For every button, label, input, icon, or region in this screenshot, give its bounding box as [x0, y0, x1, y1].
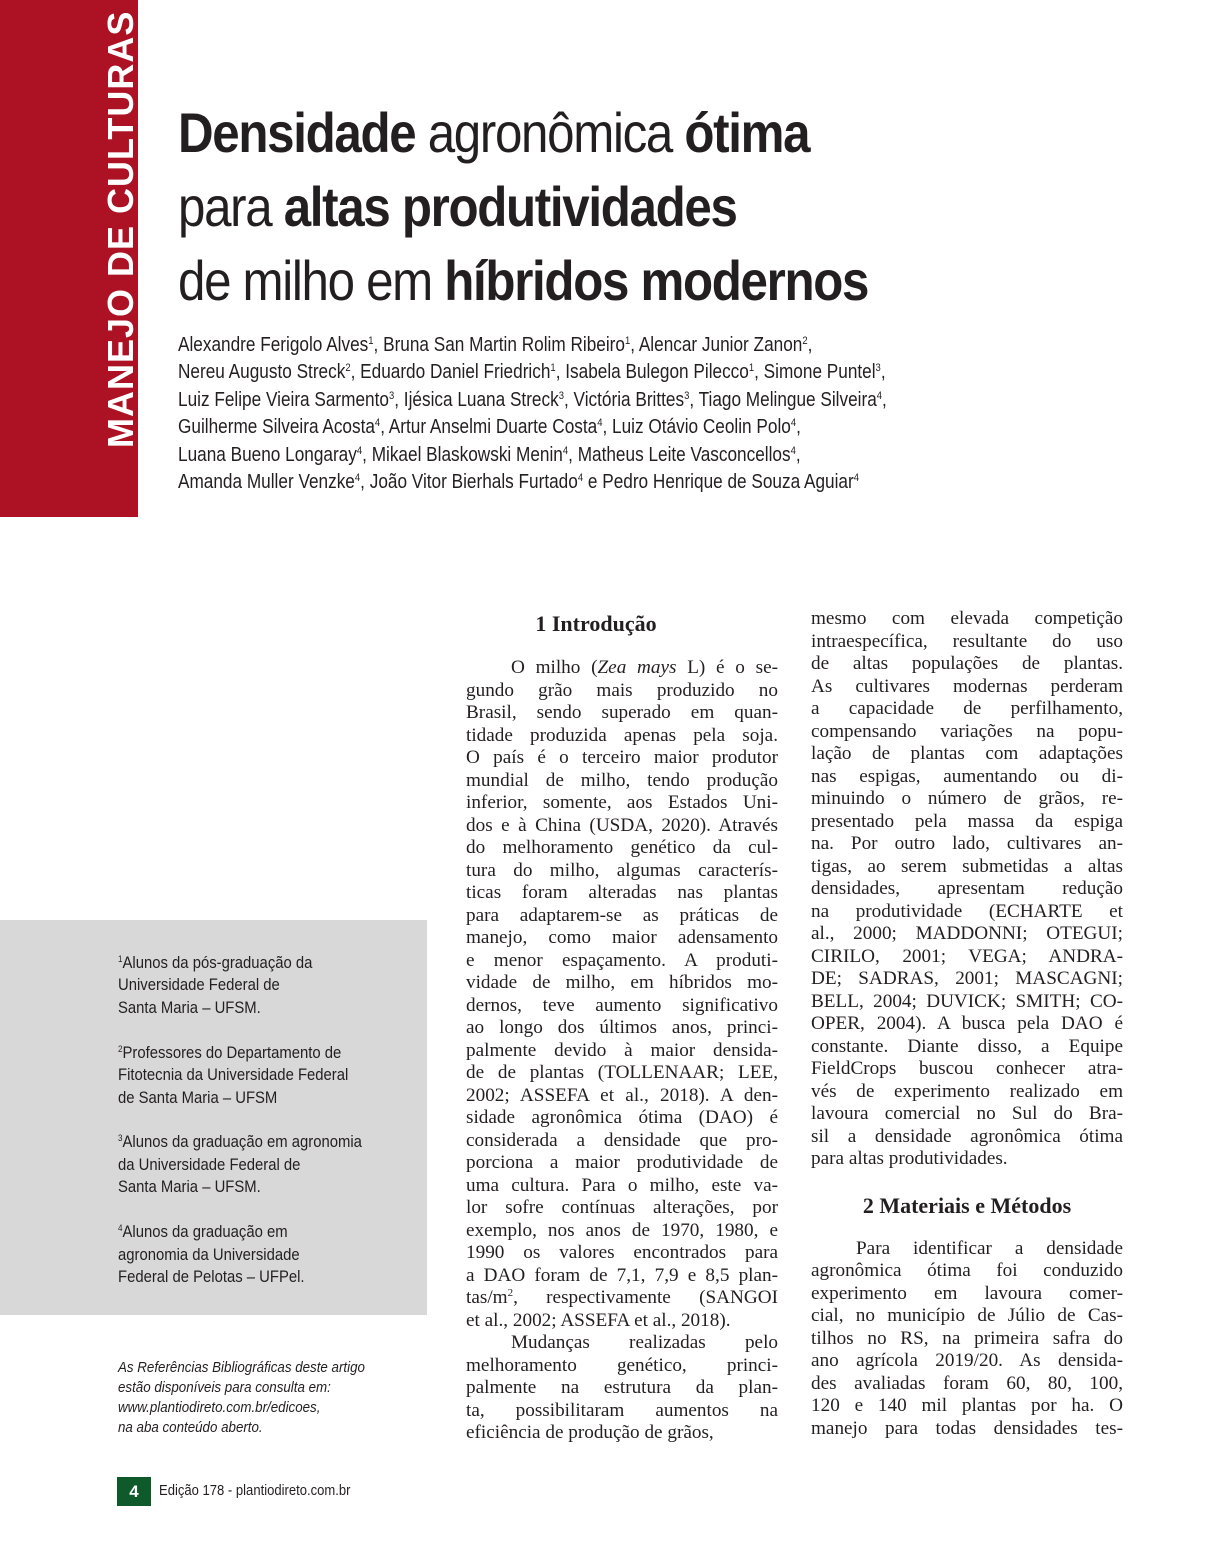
text-line: e menor espaçamento. A produti- [466, 949, 778, 971]
text-line: na produtividade (ECHARTE et [811, 900, 1123, 922]
text-line: 1990 os valores encontrados para [466, 1242, 778, 1263]
text-line: para adaptarem-se as práticas de [466, 904, 778, 926]
edition-footer: Edição 178 - plantiodireto.com.br [159, 1483, 351, 1499]
affiliation-marker: 1 [368, 335, 374, 347]
text-line: inferior, somente, aos Estados Uni- [466, 792, 778, 813]
affiliation-line: agronomia da Universidade [118, 1245, 300, 1264]
text-line: compensando variações na popu- [811, 720, 1123, 742]
italic-term: Zea mays [597, 657, 677, 678]
author-separator: , [689, 388, 699, 411]
text-line: dos e à China (USDA, 2020). Através [466, 814, 778, 836]
text-line: vés de experimento realizado em [811, 1080, 1123, 1102]
text-line: tura do milho, algumas caracterís- [466, 859, 778, 881]
text-line: O milho (Zea mays L) é o se- [511, 657, 778, 678]
text-line: ao longo dos últimos anos, princi- [466, 1017, 778, 1038]
author-name: Mikael Blaskowski Menin [371, 443, 563, 466]
text-line: CIRILO, 2001; VEGA; ANDRA- [811, 945, 1123, 967]
text-line: lação de plantas com adaptações [811, 743, 1123, 764]
affiliation-number: 3 [118, 1133, 123, 1144]
text-line: constante. Diante disso, a Equipe [811, 1035, 1123, 1057]
affiliation-marker: 4 [374, 417, 381, 430]
text-line: 2002; ASSEFA et al., 2018). A den- [466, 1084, 778, 1106]
affiliation-line: $^4$Alunos da graduação em [118, 1223, 288, 1242]
affiliation-marker: 2 [345, 362, 351, 375]
text-line: lavoura comercial no Sul do Bra- [811, 1103, 1123, 1124]
text-line: palmente devido à maior densida- [466, 1039, 778, 1061]
author-name: Bruna San Martin Rolim Ribeiro [383, 334, 625, 356]
page-number-badge: 4 [117, 1477, 151, 1506]
author-separator: , [350, 361, 361, 384]
author-line [178, 469, 952, 496]
affiliation-number: 1 [118, 954, 123, 964]
text-line: presentado pela massa da espiga [811, 810, 1123, 832]
text-line: lor sofre contínuas alterações, por [466, 1197, 778, 1218]
section-label: MANEJO DE CULTURAS [100, 10, 141, 448]
text-line: manejo, como maior adensamento [466, 927, 778, 948]
text-line: O país é o terceiro maior produtor [466, 747, 778, 768]
references-note [118, 1358, 418, 1438]
author-separator: , [795, 443, 801, 466]
text-line: minuindo o número de grãos, re- [811, 788, 1123, 809]
affiliation-marker: 4 [790, 417, 797, 430]
author-name: Isabela Bulegon Pilecco [565, 361, 749, 384]
section-heading-materiais-metodos: 2 Materiais e Métodos [862, 1192, 1072, 1218]
column-2-body-top [811, 608, 1123, 1171]
text-line: tidade produzida apenas pela soja. [466, 724, 778, 746]
title-bold: altas produtividades [283, 175, 737, 238]
affiliation-line: $^3$Alunos da graduação em agronomia [118, 1133, 362, 1152]
text-column-1 [466, 611, 778, 1445]
author-name: Matheus Leite Vasconcellos [577, 443, 791, 466]
author-name: Tiago Melingue Silveira [698, 388, 877, 411]
author-separator: , [796, 416, 801, 439]
author-name: Nereu Augusto Streck [178, 361, 346, 384]
text-line: des avaliadas foram 60, 80, 100, [811, 1372, 1123, 1394]
author-separator: , [360, 471, 370, 494]
text-line: ticas foram alteradas nas plantas [466, 882, 778, 903]
text-line: de de plantas (TOLLENAAR; LEE, [466, 1062, 778, 1083]
text-line: manejo para todas densidades tes- [811, 1417, 1123, 1439]
affiliation-line: de Santa Maria – UFSM [118, 1088, 278, 1107]
author-separator: , [563, 388, 574, 411]
author-line [178, 332, 952, 359]
superscript: 2 [507, 1287, 514, 1299]
affiliation-line: $^2$Professores do Departamento de [118, 1043, 342, 1062]
affiliation-line: Universidade Federal de [118, 976, 280, 995]
author-name: Eduardo Daniel Friedrich [360, 361, 551, 384]
affiliation-marker: 4 [876, 389, 883, 402]
affiliation-marker: 4 [597, 417, 603, 430]
title-line-3 [178, 244, 1058, 318]
author-separator: , [380, 416, 389, 439]
affiliation-marker: 1 [624, 335, 631, 347]
affiliation-number: 2 [118, 1043, 123, 1054]
text-line: nas espigas, aumentando ou di- [811, 765, 1123, 787]
text-line: cial, no município de Júlio de Cas- [811, 1305, 1123, 1326]
text-line: considerada a densidade que pro- [466, 1129, 778, 1151]
affiliation-marker: 4 [562, 444, 569, 457]
affiliations-list [118, 952, 418, 1311]
affiliation-marker: 4 [790, 444, 796, 457]
text-line: sil a densidade agronômica ótima [811, 1125, 1123, 1147]
references-note-line: na aba conteúdo aberto. [118, 1420, 263, 1436]
affiliation-line: Fitotecnia da Universidade Federal [118, 1066, 349, 1085]
text-line: As cultivares modernas perderam [811, 675, 1123, 697]
author-separator: , [373, 334, 384, 356]
text-line: porciona a maior produtividade de [466, 1152, 778, 1173]
affiliation-marker: 4 [853, 472, 859, 485]
text-line: tas/$m^2$, respectivamente (SANGOI [466, 1287, 778, 1308]
text-line: de altas populações de plantas. [811, 653, 1123, 674]
affiliation-marker: 1 [748, 362, 755, 375]
article-title [178, 96, 1178, 318]
author-name: Victória Brittes [573, 388, 685, 411]
text-line: gundo grão mais produzido no [466, 679, 778, 701]
affiliation-line: da Universidade Federal de [118, 1155, 301, 1174]
text-line: melhoramento genético, princi- [466, 1354, 778, 1376]
column-1-body [466, 657, 778, 1445]
title-bold: Densidade [178, 101, 416, 164]
author-name: Pedro Henrique de Souza Aguiar [602, 471, 854, 494]
author-line [178, 442, 952, 469]
author-name: Luiz Felipe Vieira Sarmento [178, 388, 389, 411]
author-separator: , [754, 361, 764, 384]
text-line: DE; SADRAS, 2001; MASCAGNI; [811, 968, 1123, 989]
text-line: tilhos no RS, na primeira safra do [811, 1327, 1123, 1349]
author-line [178, 414, 952, 441]
text-line: agronômica ótima foi conduzido [811, 1260, 1123, 1281]
text-line: uma cultura. Para o milho, este va- [466, 1174, 778, 1196]
author-name: Alexandre Ferigolo Alves [178, 334, 369, 356]
author-name: Guilherme Silveira Acosta [178, 416, 375, 439]
affiliation-marker: 3 [558, 389, 564, 402]
author-separator: e [583, 471, 603, 494]
author-separator: , [880, 361, 886, 384]
affiliation-item [118, 1042, 418, 1109]
affiliation-item [118, 952, 418, 1019]
author-separator: , [807, 334, 813, 356]
author-name: Artur Anselmi Duarte Costa [388, 416, 598, 439]
text-line: ano agrícola 2019/20. As densida- [811, 1350, 1123, 1371]
author-name: João Vitor Bierhals Furtado [369, 471, 578, 494]
affiliation-marker: 3 [684, 389, 690, 402]
affiliation-marker: 1 [550, 362, 556, 375]
references-note-line: www.plantiodireto.com.br/edicoes, [118, 1400, 321, 1416]
text-line: palmente na estrutura da plan- [466, 1377, 778, 1398]
text-line: para altas produtividades. [811, 1148, 1008, 1169]
text-line: tigas, ao serem submetidas a altas [811, 855, 1123, 877]
affiliation-line: Federal de Pelotas – UFPel. [118, 1267, 305, 1286]
section-heading-introducao: 1 Introdução [535, 611, 657, 636]
text-line: ta, possibilitaram aumentos na [466, 1399, 778, 1421]
author-line [178, 359, 952, 386]
affiliation-item [118, 1131, 418, 1198]
author-separator: , [568, 443, 578, 466]
affiliation-marker: 4 [577, 472, 584, 485]
text-line: sidade agronômica ótima (DAO) é [466, 1107, 778, 1128]
affiliation-marker: 2 [802, 335, 808, 347]
title-light: para [178, 175, 284, 238]
references-note-line: As Referências Bibliográficas deste artigo [118, 1360, 365, 1376]
author-separator: , [394, 388, 404, 411]
text-line: experimento em lavoura comer- [811, 1282, 1123, 1304]
author-separator: , [362, 443, 372, 466]
title-bold: ótima [684, 101, 810, 164]
affiliation-line: Santa Maria – UFSM. [118, 1178, 261, 1197]
text-line: a DAO foram de 7,1, 7,9 e 8,5 plan- [466, 1264, 778, 1286]
text-line: mundial de milho, tendo produção [466, 769, 778, 791]
author-line [178, 387, 952, 414]
author-list [178, 332, 1078, 496]
title-line-1 [178, 96, 1058, 170]
text-line: densidades, apresentam redução [811, 878, 1123, 899]
text-line: eficiência de produção de grãos, [466, 1422, 714, 1443]
text-line: 120 e 140 mil plantas por ha. O [811, 1395, 1123, 1416]
text-line: mesmo com elevada competição [811, 608, 1123, 629]
title-bold: híbridos modernos [444, 249, 869, 312]
text-line: Brasil, sendo superado em quan- [466, 702, 778, 723]
text-line: intraespecífica, resultante do uso [811, 630, 1123, 652]
text-line: BELL, 2004; DUVICK; SMITH; CO- [811, 990, 1123, 1012]
text-line: do melhoramento genético da cul- [466, 837, 778, 858]
text-line: a capacidade de perfilhamento, [811, 698, 1123, 719]
text-line: Mudanças realizadas pelo [511, 1332, 778, 1353]
affiliation-marker: 4 [354, 472, 361, 485]
affiliation-line: Santa Maria – UFSM. [118, 998, 261, 1017]
author-name: Luiz Otávio Ceolin Polo [612, 416, 791, 439]
author-separator: , [555, 361, 566, 384]
text-line: FieldCrops buscou conhecer atra- [811, 1058, 1123, 1079]
title-line-2 [178, 170, 1058, 244]
author-separator: , [602, 416, 613, 439]
affiliation-item [118, 1221, 418, 1288]
text-line: na. Por outro lado, cultivares an- [811, 833, 1123, 854]
affiliation-marker: 3 [875, 362, 881, 375]
text-line: vidade de milho, em híbridos mo- [466, 972, 778, 993]
author-name: Luana Bueno Longaray [178, 443, 357, 466]
author-name: Alencar Junior Zanon [638, 334, 803, 356]
author-name: Amanda Muller Venzke [178, 471, 355, 494]
column-2-body-bottom [811, 1238, 1123, 1441]
text-line: et al., 2002; ASSEFA et al., 2018). [466, 1309, 731, 1331]
references-note-line: estão disponíveis para consulta em: [118, 1380, 331, 1396]
title-light: de milho em [178, 249, 445, 312]
text-line: Para identificar a densidade [856, 1237, 1123, 1259]
author-name: Simone Puntel [763, 361, 876, 384]
text-line: dernos, teve aumento significativo [466, 994, 778, 1016]
author-separator: , [630, 334, 639, 356]
text-line: exemplo, nos anos de 1970, 1980, e [466, 1219, 778, 1241]
author-separator: , [882, 388, 887, 411]
text-line: OPER, 2004). A busca pela DAO é [811, 1013, 1123, 1034]
text-column-2 [811, 608, 1123, 1440]
affiliation-number: 4 [118, 1223, 123, 1234]
author-name: Ijésica Luana Streck [403, 388, 559, 411]
affiliation-line: $^1$Alunos da pós-graduação da [118, 954, 313, 972]
affiliation-marker: 4 [356, 444, 363, 457]
title-light: agronômica [415, 101, 685, 164]
affiliation-marker: 3 [388, 389, 395, 402]
text-line: al., 2000; MADDONNI; OTEGUI; [811, 923, 1123, 944]
